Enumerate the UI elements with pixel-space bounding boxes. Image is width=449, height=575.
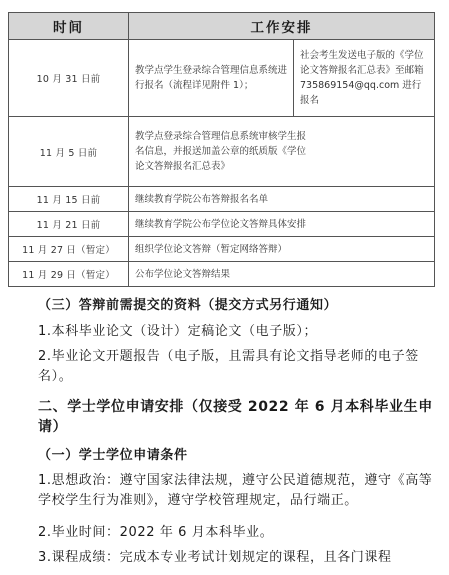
section3-item1: 1.本科毕业论文（设计）定稿论文（电子版）； (38, 324, 318, 339)
row-date: 11 月 21 日前 (9, 212, 129, 237)
row-task: 继续教育学院公布答辩报名名单 (129, 187, 435, 212)
row-task: 教学点学生登录综合管理信息系统进行报名（流程详见附件 1）； (129, 40, 294, 117)
table-row (9, 262, 435, 287)
section3-heading: （三）答辩前需提交的资料（提交方式另行通知） (38, 298, 338, 313)
row-task: 教学点登录综合管理信息系统审核学生报名信息，并报送加盖公章的纸质版《学位论文答辩报名汇总表》 (129, 117, 435, 187)
table-row (9, 237, 435, 262)
row-task: 继续教育学院公布学位论文答辩具体安排 (129, 212, 435, 237)
section3-item2: 2.毕业论文开题报告（电子版，且需具有论文指导老师的电子签名）。 (38, 349, 419, 384)
row-date: 11 月 29 日（暂定） (9, 262, 129, 287)
part2-cond2: 2.毕业时间：2022 年 6 月本科毕业。 (38, 525, 274, 540)
table-row (9, 187, 435, 212)
part2-cond3: 3.课程成绩：完成本专业考试计划规定的课程，且各门课程 (38, 550, 392, 565)
header-work: 工作安排 (129, 13, 435, 40)
part2-cond1: 1.思想政治：遵守国家法律法规，遵守公民道德规范，遵守《高等学校学生行为准则》，遵守学校管理规定，品行端正。 (38, 473, 433, 508)
row-task: 公布学位论文答辩结果 (129, 262, 435, 287)
row-date: 11 月 5 日前 (9, 117, 129, 187)
row-date: 10 月 31 日前 (9, 40, 129, 117)
schedule-table (8, 12, 435, 287)
header-time: 时间 (9, 13, 129, 40)
table-row (9, 40, 435, 117)
row-date: 11 月 27 日（暂定） (9, 237, 129, 262)
table-row (9, 117, 435, 187)
row-date: 11 月 15 日前 (9, 187, 129, 212)
row-task: 组织学位论文答辩（暂定网络答辩） (129, 237, 435, 262)
part2-heading: 二、学士学位申请安排（仅接受 2022 年 6 月本科毕业生申请） (38, 399, 433, 435)
row-task-extra: 社会考生发送电子版的《学位论文答辩报名汇总表》至邮箱 735869154@qq.com 进行报名 (294, 40, 435, 117)
table-row (9, 212, 435, 237)
part2-sub1: （一）学士学位申请条件 (38, 448, 188, 463)
